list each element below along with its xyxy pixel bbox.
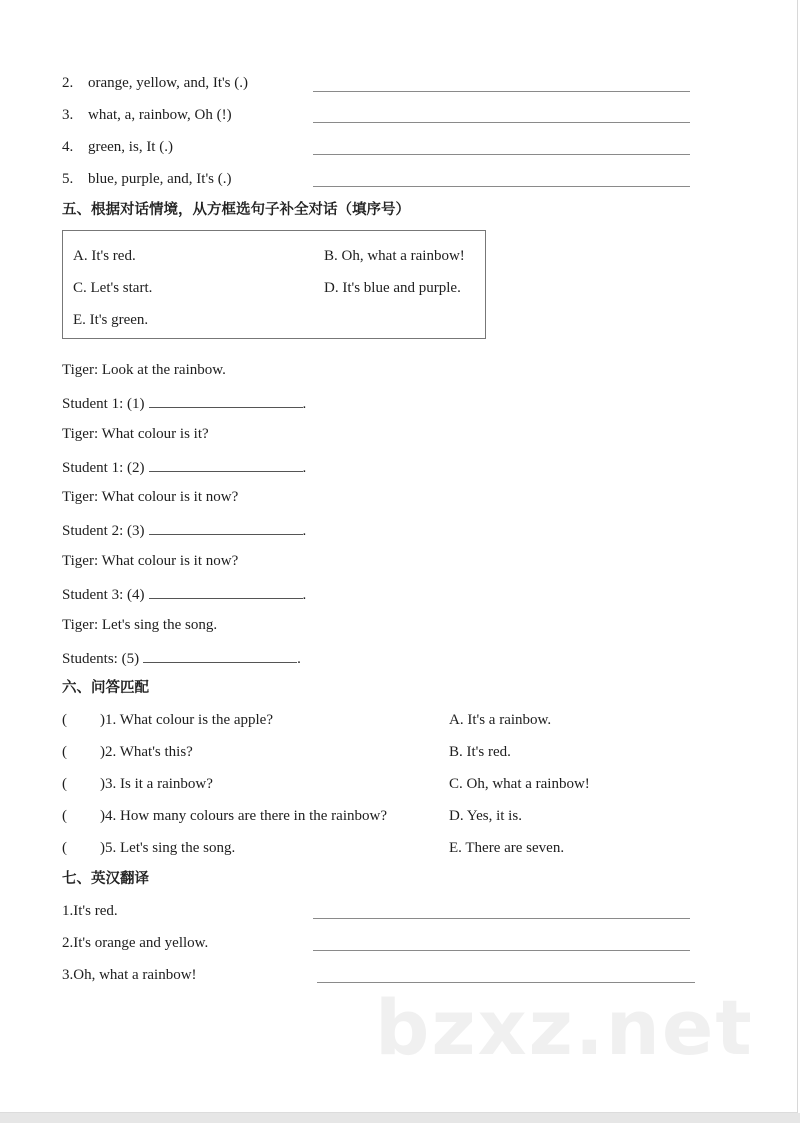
item-number: 5. <box>62 171 74 187</box>
dialogue-end: . <box>302 587 307 603</box>
dialogue-text: Students: (5) <box>62 651 140 667</box>
fill-blank[interactable] <box>149 393 303 408</box>
page-separator <box>0 1113 800 1123</box>
answer-line[interactable] <box>313 950 690 951</box>
answer-paren[interactable]: ( <box>62 840 67 856</box>
choice-item: D. It's blue and purple. <box>324 280 461 296</box>
item-text: green, is, It (.) <box>88 139 173 155</box>
dialogue-line <box>62 361 226 379</box>
match-answer: D. Yes, it is. <box>449 808 522 824</box>
section-7-heading: 七、英汉翻译 <box>62 871 149 887</box>
question-text: )1. What colour is the apple? <box>100 712 273 728</box>
item-number: 4. <box>62 139 74 155</box>
item-number: 3. <box>62 107 74 123</box>
dialogue-text: Student 2: (3) <box>62 523 145 539</box>
translation-item: 3.Oh, what a rainbow! <box>62 967 197 983</box>
dialogue-end: . <box>302 460 307 476</box>
match-answer: B. It's red. <box>449 744 511 760</box>
answer-line[interactable] <box>313 154 690 155</box>
choice-item: E. It's green. <box>73 312 149 328</box>
dialogue-end: . <box>302 523 307 539</box>
dialogue-line <box>62 648 301 668</box>
dialogue-line <box>62 393 306 413</box>
answer-line[interactable] <box>313 91 690 92</box>
fill-blank[interactable] <box>149 457 303 472</box>
item-text: what, a, rainbow, Oh (!) <box>88 107 232 123</box>
dialogue-text: Tiger: What colour is it? <box>62 426 209 442</box>
fill-blank[interactable] <box>143 648 297 663</box>
choice-item: C. Let's start. <box>73 280 153 296</box>
answer-line[interactable] <box>313 918 690 919</box>
answer-paren[interactable]: ( <box>62 808 67 824</box>
match-answer: A. It's a rainbow. <box>449 712 552 728</box>
dialogue-line <box>62 457 306 477</box>
match-question <box>62 807 387 825</box>
dialogue-line <box>62 552 238 570</box>
question-text: )2. What's this? <box>100 744 193 760</box>
dialogue-line <box>62 488 238 506</box>
section-6-heading: 六、问答匹配 <box>62 680 149 696</box>
match-answer: C. Oh, what a rainbow! <box>449 776 590 792</box>
dialogue-end: . <box>302 396 307 412</box>
dialogue-text: Tiger: Let's sing the song. <box>62 617 218 633</box>
match-answer: E. There are seven. <box>449 840 565 856</box>
dialogue-line <box>62 520 306 540</box>
dialogue-text: Student 1: (1) <box>62 396 145 412</box>
match-question <box>62 839 235 857</box>
reorder-item <box>62 138 173 156</box>
match-question <box>62 743 193 761</box>
match-question <box>62 711 273 729</box>
reorder-item <box>62 170 232 188</box>
dialogue-text: Tiger: Look at the rainbow. <box>62 362 226 378</box>
answer-paren[interactable]: ( <box>62 712 67 728</box>
answer-line[interactable] <box>313 122 690 123</box>
reorder-item <box>62 106 232 124</box>
dialogue-line <box>62 425 209 443</box>
answer-paren[interactable]: ( <box>62 776 67 792</box>
fill-blank[interactable] <box>149 520 303 535</box>
question-text: )3. Is it a rainbow? <box>100 776 213 792</box>
translation-item: 2.It's orange and yellow. <box>62 935 209 951</box>
fill-blank[interactable] <box>149 584 303 599</box>
item-text: blue, purple, and, It's (.) <box>88 171 232 187</box>
answer-paren[interactable]: ( <box>62 744 67 760</box>
section-5-heading: 五、根据对话情境，从方框选句子补全对话（填序号） <box>62 202 410 218</box>
reorder-item <box>62 74 248 92</box>
dialogue-text: Student 1: (2) <box>62 460 145 476</box>
item-number: 2. <box>62 75 74 91</box>
translation-item: 1.It's red. <box>62 903 118 919</box>
match-question <box>62 775 213 793</box>
choice-item: B. Oh, what a rainbow! <box>324 248 465 264</box>
question-text: )5. Let's sing the song. <box>100 840 236 856</box>
question-text: )4. How many colours are there in the rainbow? <box>100 808 387 824</box>
dialogue-text: Tiger: What colour is it now? <box>62 553 239 569</box>
dialogue-end: . <box>297 651 301 667</box>
watermark: bzxz.net <box>375 983 754 1072</box>
item-text: orange, yellow, and, It's (.) <box>88 75 249 91</box>
answer-line[interactable] <box>313 186 690 187</box>
dialogue-line <box>62 584 306 604</box>
dialogue-text: Student 3: (4) <box>62 587 145 603</box>
dialogue-text: Tiger: What colour is it now? <box>62 489 239 505</box>
dialogue-line <box>62 616 217 634</box>
choice-item: A. It's red. <box>73 248 136 264</box>
